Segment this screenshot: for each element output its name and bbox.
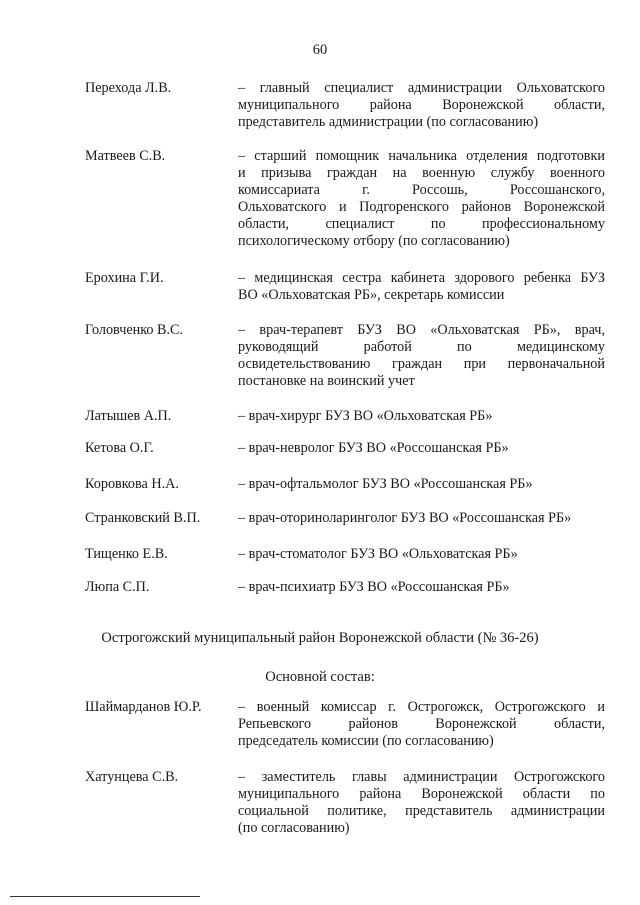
section-title: Острогожский муниципальный район Воронежской области (№ 36-26): [101, 630, 539, 646]
member-role: [238, 270, 605, 304]
member-name: Головченко В.С.: [85, 322, 184, 338]
member-role-line: – врач-психиатр БУЗ ВО «Россошанская РБ»: [238, 579, 510, 595]
member-role-line: – заместитель главы администрации Острогожского: [238, 769, 605, 785]
member-name: Ерохина Г.И.: [85, 270, 164, 286]
member-role-line: Ольховатского и Подгоренского районов Воронежской: [238, 199, 605, 215]
member-name: Тищенко Е.В.: [85, 546, 168, 562]
member-name: Латышев А.П.: [85, 408, 172, 424]
member-role-line: – врач-хирург БУЗ ВО «Ольховатская РБ»: [238, 408, 493, 424]
member-role: [238, 699, 605, 750]
member-name: Хатунцева С.В.: [85, 769, 179, 785]
member-name: Шаймарданов Ю.Р.: [85, 699, 202, 715]
member-role-line: – врач-офтальмолог БУЗ ВО «Россошанская РБ»: [238, 476, 533, 492]
member-role: [238, 476, 605, 493]
footer-rule: [10, 896, 200, 897]
member-role-line: представитель администрации (по согласованию): [238, 114, 539, 130]
member-name: Кетова О.Г.: [85, 440, 154, 456]
member-name: Матвеев С.В.: [85, 148, 166, 164]
member-role: [238, 440, 605, 457]
member-role-line: (по согласованию): [238, 820, 350, 836]
member-role-line: ВО «Ольховатская РБ», секретарь комиссии: [238, 287, 505, 303]
member-role-line: постановке на воинский учет: [238, 373, 415, 389]
member-role: [238, 546, 605, 563]
member-role-line: – врач-терапевт БУЗ ВО «Ольховатская РБ», врач,: [238, 322, 605, 338]
member-role-line: комиссариата г. Россошь, Россошанского,: [238, 182, 605, 198]
member-role-line: области, специалист по профессиональному: [238, 216, 605, 232]
member-role-line: – врач-стоматолог БУЗ ВО «Ольховатская РБ»: [238, 546, 518, 562]
member-role-line: муниципального района Воронежской области,: [238, 97, 605, 113]
member-role-line: психологическому отбору (по согласованию): [238, 233, 510, 249]
member-name: Люпа С.П.: [85, 579, 150, 595]
member-name: Перехода Л.В.: [85, 80, 172, 96]
member-role: [238, 510, 605, 527]
member-role: [238, 408, 605, 425]
member-role: [238, 322, 605, 390]
member-name: Странковский В.П.: [85, 510, 201, 526]
member-role: [238, 579, 605, 596]
member-role-line: председатель комиссии (по согласованию): [238, 733, 494, 749]
member-role-line: освидетельствованию граждан при первоначальной: [238, 356, 605, 372]
subsection-title: Основной состав:: [265, 669, 375, 685]
member-role-line: руководящий работой по медицинскому: [238, 339, 605, 355]
member-role-line: социальной политике, представитель администрации: [238, 803, 605, 819]
member-role: [238, 148, 605, 250]
member-role: [238, 769, 605, 837]
member-role-line: – врач-оториноларинголог БУЗ ВО «Россошанская РБ»: [238, 510, 572, 526]
member-role-line: и призыва граждан на военную службу военного: [238, 165, 605, 181]
member-role-line: – врач-невролог БУЗ ВО «Россошанская РБ»: [238, 440, 509, 456]
page-number: 60: [312, 42, 328, 58]
member-name: Коровкова Н.А.: [85, 476, 179, 492]
member-role-line: – медицинская сестра кабинета здорового ребенка БУЗ: [238, 270, 605, 286]
member-role-line: муниципального района Воронежской области по: [238, 786, 605, 802]
member-role-line: – главный специалист администрации Ольховатского: [238, 80, 605, 96]
member-role: [238, 80, 605, 131]
member-role-line: Репьевского районов Воронежской области,: [238, 716, 605, 732]
member-role-line: – военный комиссар г. Острогожск, Острогожского и: [238, 699, 605, 715]
member-role-line: – старший помощник начальника отделения подготовки: [238, 148, 605, 164]
